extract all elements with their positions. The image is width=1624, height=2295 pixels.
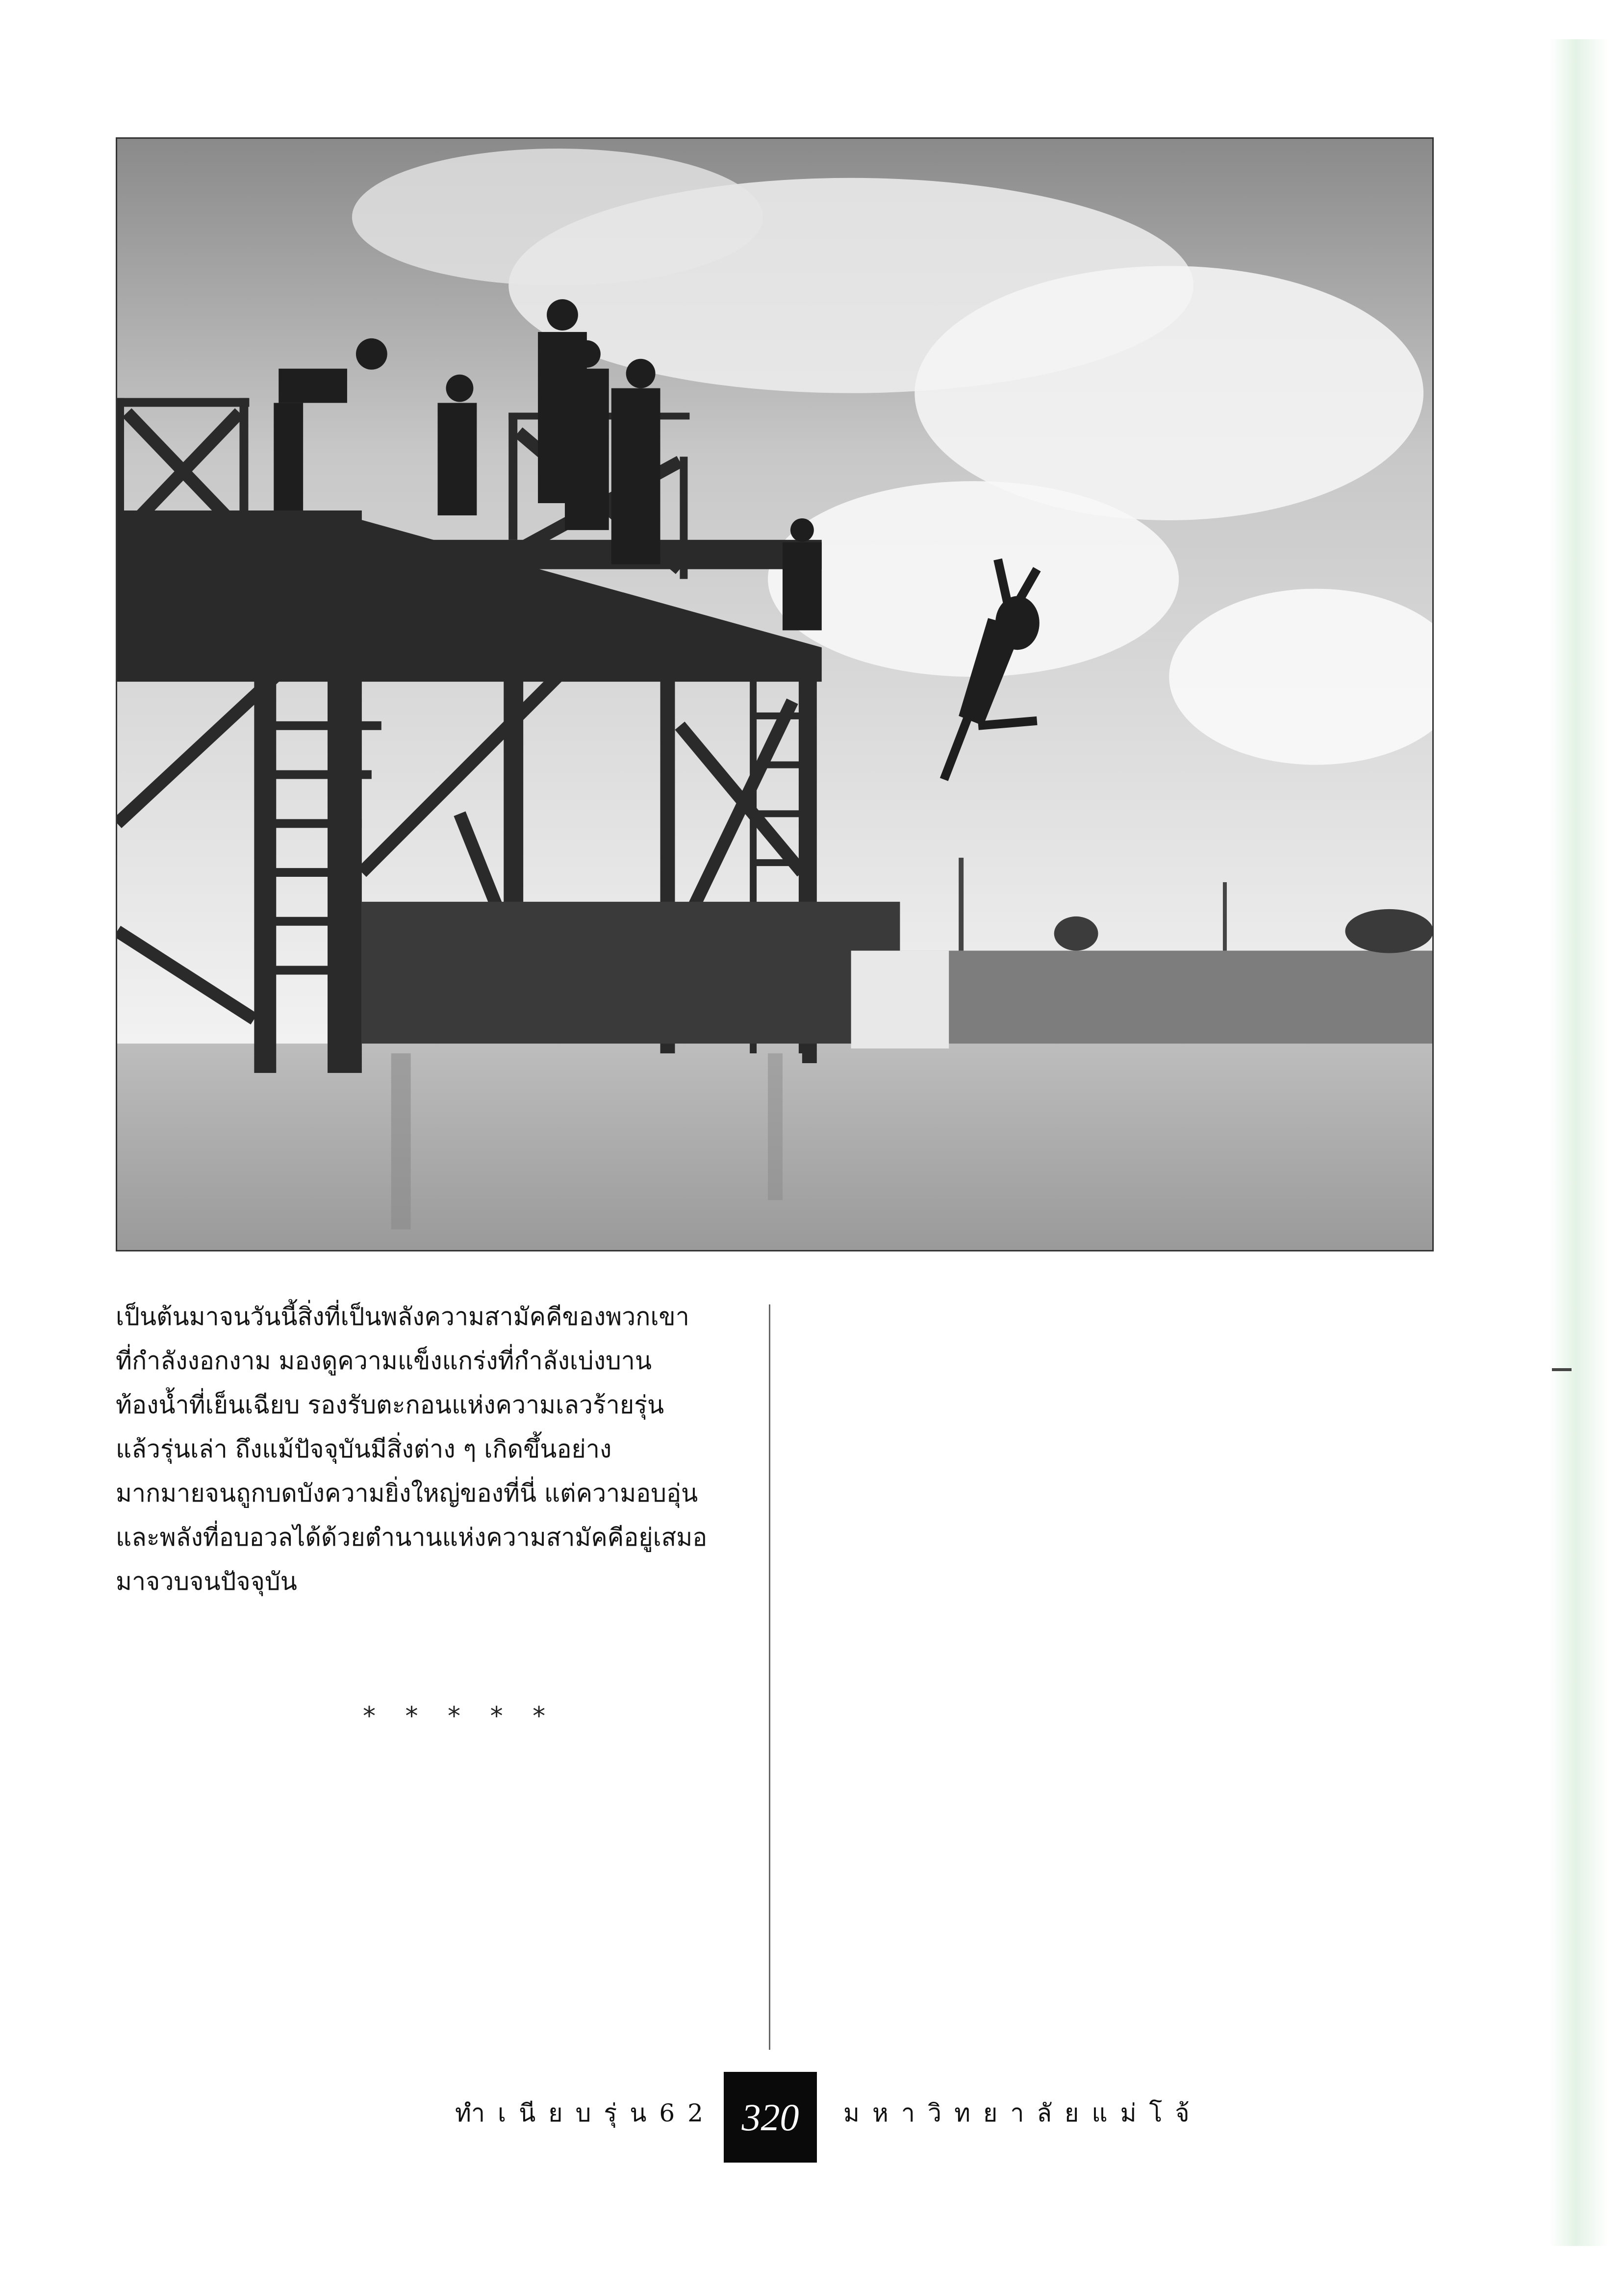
column-divider [769, 1304, 770, 2050]
paragraph-line: เป็นต้นมาจนวันนี้สิ่งที่เป็นพลังความสามัคคีของพวกเขา [116, 1302, 689, 1331]
paragraph-line: แล้วรุ่นเล่า ถึงแม้ปัจจุบันมีสิ่งต่าง ๆ เกิดขึ้นอย่าง [116, 1435, 612, 1463]
body-paragraph [116, 1295, 743, 1604]
paragraph-line: และพลังที่อบอวลได้ด้วยตำนานแห่งความสามัคคีอยู่เสมอ [116, 1523, 708, 1552]
paragraph-line: มาจวบจนปัจจุบัน [116, 1567, 297, 1596]
footer-university-name: มหาวิทยาลัยแม่โจ้ [843, 2099, 1202, 2127]
paragraph-line: ท้องน้ำที่เย็นเฉียบ รองรับตะกอนแห่งความเลวร้ายรุ่น [116, 1391, 664, 1419]
scan-edge-mark [1549, 39, 1608, 2246]
page-number: 320 [724, 2072, 817, 2163]
section-separator: * * * * * [363, 1702, 557, 1731]
diving-platform-photo [116, 137, 1434, 1251]
paragraph-line: ที่กำลังงอกงาม มองดูความแข็งแกร่งที่กำลังเบ่งบาน [116, 1347, 652, 1375]
footer-yearbook-title: ทำเนียบรุ่น62 [455, 2099, 716, 2127]
scan-dash-mark [1552, 1368, 1572, 1371]
paragraph-line: มากมายจนถูกบดบังความยิ่งใหญ่ของที่นี่ แต่ความอบอุ่น [116, 1479, 698, 1507]
